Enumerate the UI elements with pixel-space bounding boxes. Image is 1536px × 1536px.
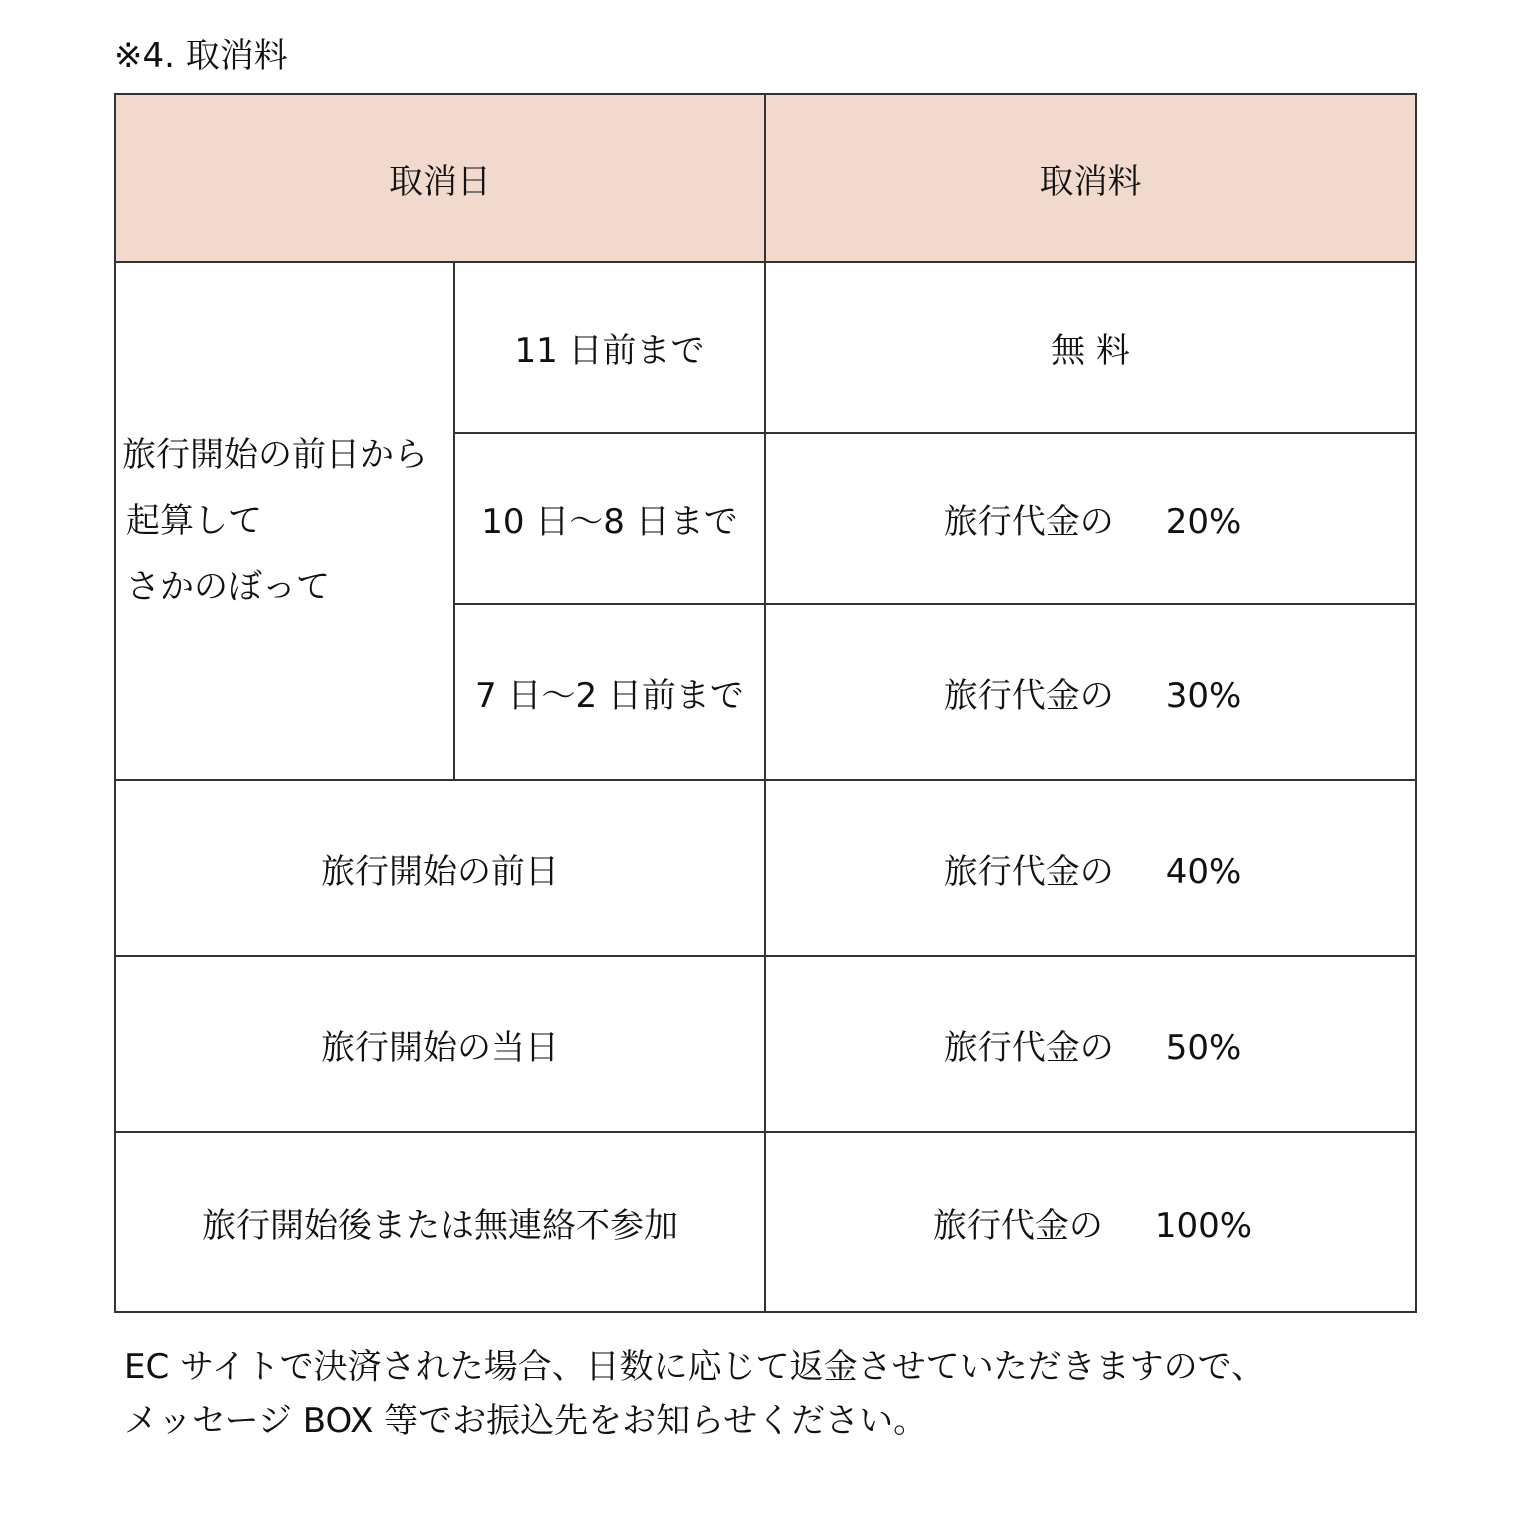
fee-percentage: 20% [1165, 502, 1242, 542]
group-label-cell [115, 262, 454, 780]
fee-label: 旅行代金の [943, 675, 1114, 716]
table-row [115, 956, 1416, 1132]
footer-note [124, 1340, 1265, 1448]
cancel-fee-cell [765, 780, 1416, 956]
table-row [115, 1132, 1416, 1312]
table-row [115, 780, 1416, 956]
section-title: ※4. 取消料 [114, 36, 288, 76]
cancel-date-cell: 7 日〜2 日前まで [454, 604, 765, 780]
fee-label: 無 料 [1051, 331, 1130, 371]
fee-percentage: 40% [1165, 851, 1242, 892]
fee-percentage: 100% [1154, 1205, 1253, 1246]
header-cancel-date: 取消日 [115, 94, 765, 262]
cancel-date-cell: 旅行開始後または無連絡不参加 [115, 1132, 765, 1312]
group-label-line: 旅行開始の前日から [122, 435, 428, 475]
cancel-fee-cell [765, 956, 1416, 1132]
fee-label: 旅行代金の [943, 1027, 1114, 1068]
cancellation-fee-table [114, 93, 1417, 1313]
fee-label: 旅行代金の [943, 502, 1114, 542]
group-label-line: さかのぼって [126, 567, 330, 607]
cancel-date-cell: 旅行開始の前日 [115, 780, 765, 956]
table-row [115, 262, 1416, 433]
fee-percentage: 30% [1165, 675, 1242, 716]
cancel-date-cell: 10 日〜8 日まで [454, 433, 765, 604]
cancel-fee-cell [765, 433, 1416, 604]
cancel-date-cell: 旅行開始の当日 [115, 956, 765, 1132]
footer-line: メッセージ BOX 等でお振込先をお知らせください。 [124, 1401, 928, 1441]
cancel-fee-cell [765, 604, 1416, 780]
cancel-fee-cell [765, 262, 1416, 433]
fee-label: 旅行代金の [932, 1205, 1103, 1246]
fee-percentage: 50% [1165, 1027, 1242, 1068]
header-cancel-fee: 取消料 [765, 94, 1416, 262]
cancel-date-cell: 11 日前まで [454, 262, 765, 433]
group-label-line: 起算して [126, 501, 262, 541]
cancel-fee-cell [765, 1132, 1416, 1312]
table-header-row [115, 94, 1416, 262]
fee-label: 旅行代金の [943, 851, 1114, 892]
footer-line: EC サイトで決済された場合、日数に応じて返金させていただきますので、 [124, 1347, 1265, 1387]
